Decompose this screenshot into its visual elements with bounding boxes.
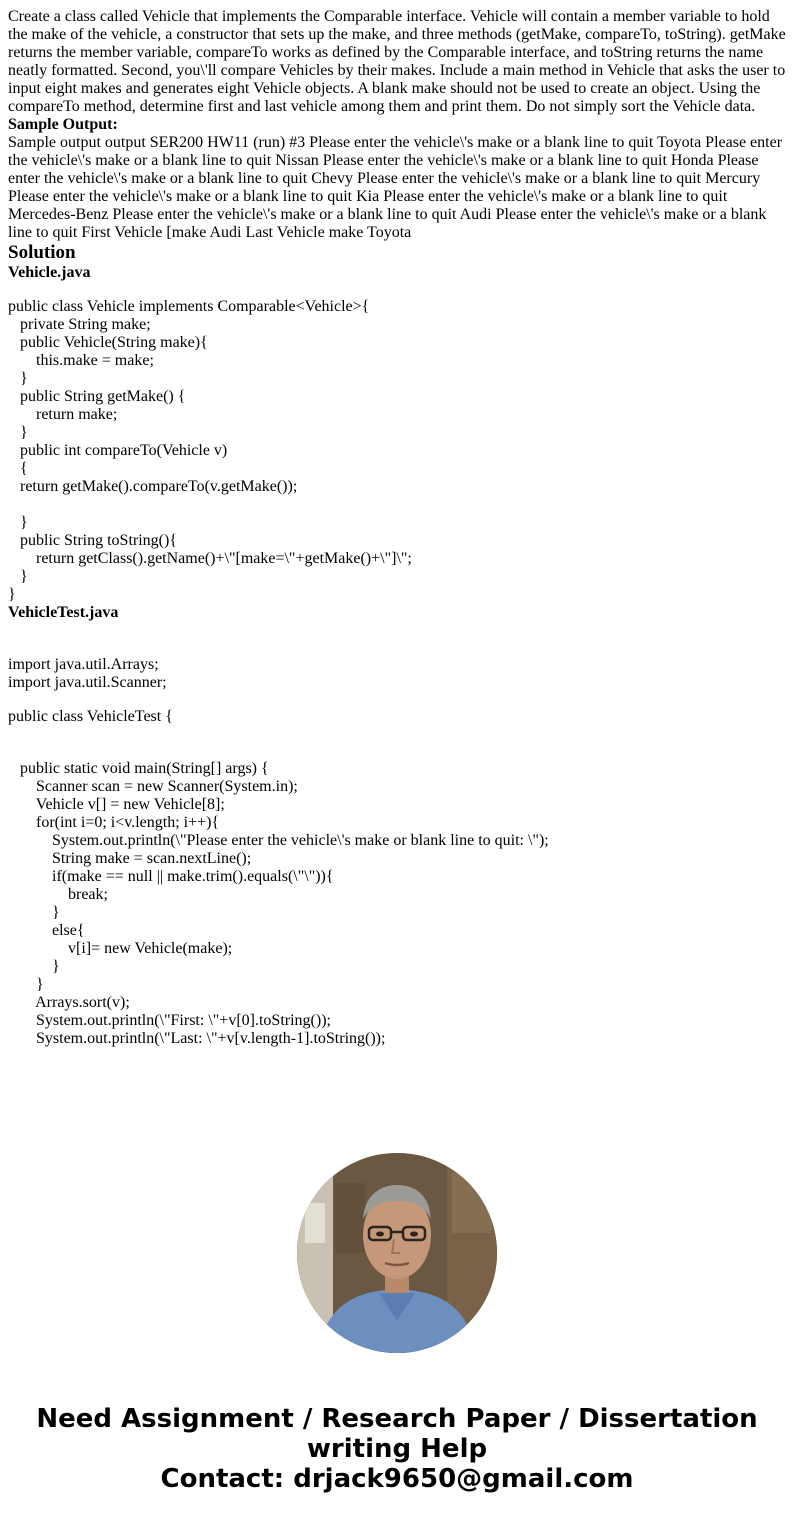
solution-heading: Solution [8, 242, 76, 263]
sample-output-heading: Sample Output: [8, 116, 118, 133]
author-avatar [297, 1153, 497, 1353]
sample-output-text: Sample output output SER200 HW11 (run) #3 Please enter the vehicle\'s make or a blank line to quit Toyota Please enter the vehicle\'s make or a blank line to quit Nissan Please enter the vehicle\'s make or a blank line to quit Honda Please enter the vehicle\'s make or a blank line to quit Chevy Please enter the vehicle\'s make or a blank line to quit Mercury Please enter the vehicle\'s make or a blank line to quit Kia Please enter the vehicle\'s make or a blank line to quit Mercedes-Benz Please enter the vehicle\'s make or a blank line to quit Audi Please enter the vehicle\'s make or a blank line to quit First Vehicle [make Audi Last Vehicle make Toyota [8, 134, 783, 241]
footer-contact-line: Contact: drjack9650@gmail.com [160, 1464, 634, 1494]
contact-footer [0, 1404, 794, 1494]
vehicle-test-imports: import java.util.Arrays; import java.util.Scanner; [8, 656, 167, 691]
vehicle-test-java-heading: VehicleTest.java [8, 604, 119, 621]
footer-line-1: Need Assignment / Research Paper / Dissertation [36, 1404, 758, 1434]
question-text: Create a class called Vehicle that implements the Comparable interface. Vehicle will contain a member variable to hold the make of the vehicle, a constructor that sets up the make, and three methods (getMake, compareTo, toString). getMake returns the member variable, compareTo works as defined by the Comparable interface, and toString returns the name neatly formatted. Second, you\'ll compare Vehicles by their makes. Include a main method in Vehicle that asks the user to input eight makes and generates eight Vehicle objects. A blank make should not be used to create an object. Using the compareTo method, determine first and last vehicle among them and print them. Do not simply sort the Vehicle data. [8, 8, 786, 115]
footer-line-2: writing Help [306, 1434, 488, 1464]
vehicle-java-heading: Vehicle.java [8, 264, 91, 281]
solution-document [8, 0, 786, 1122]
vehicle-test-main-code: public static void main(String[] args) { Scanner scan = new Scanner(System.in); Vehicle v[] = new Vehicle[8]; for(int i=0; i<v.length; i++){ System.out.println(\"Please enter the vehicle\'s make or blank line to quit: \"); String make = scan.nextLine(); if(make == null || make.trim().equals(\"\")){ break; } else{ v[i]= new Vehicle(make); } } Arrays.sort(v); System.out.println(\"First: \"+v[0].toString()); System.out.println(\"Last: \"+v[v.length-1].toString()); [20, 760, 549, 1047]
vehicle-java-code: public class Vehicle implements Comparable<Vehicle>{ private String make; public Vehicle(String make){ this.make = make; } public String getMake() { return make; } public int compareTo(Vehicle v) { return getMake().compareTo(v.getMake()); } public String toString(){ return getClass().getName()+\"[make=\"+getMake()+\"]\"; } } [8, 298, 412, 603]
vehicle-test-class-declaration: public class VehicleTest { [8, 708, 173, 725]
